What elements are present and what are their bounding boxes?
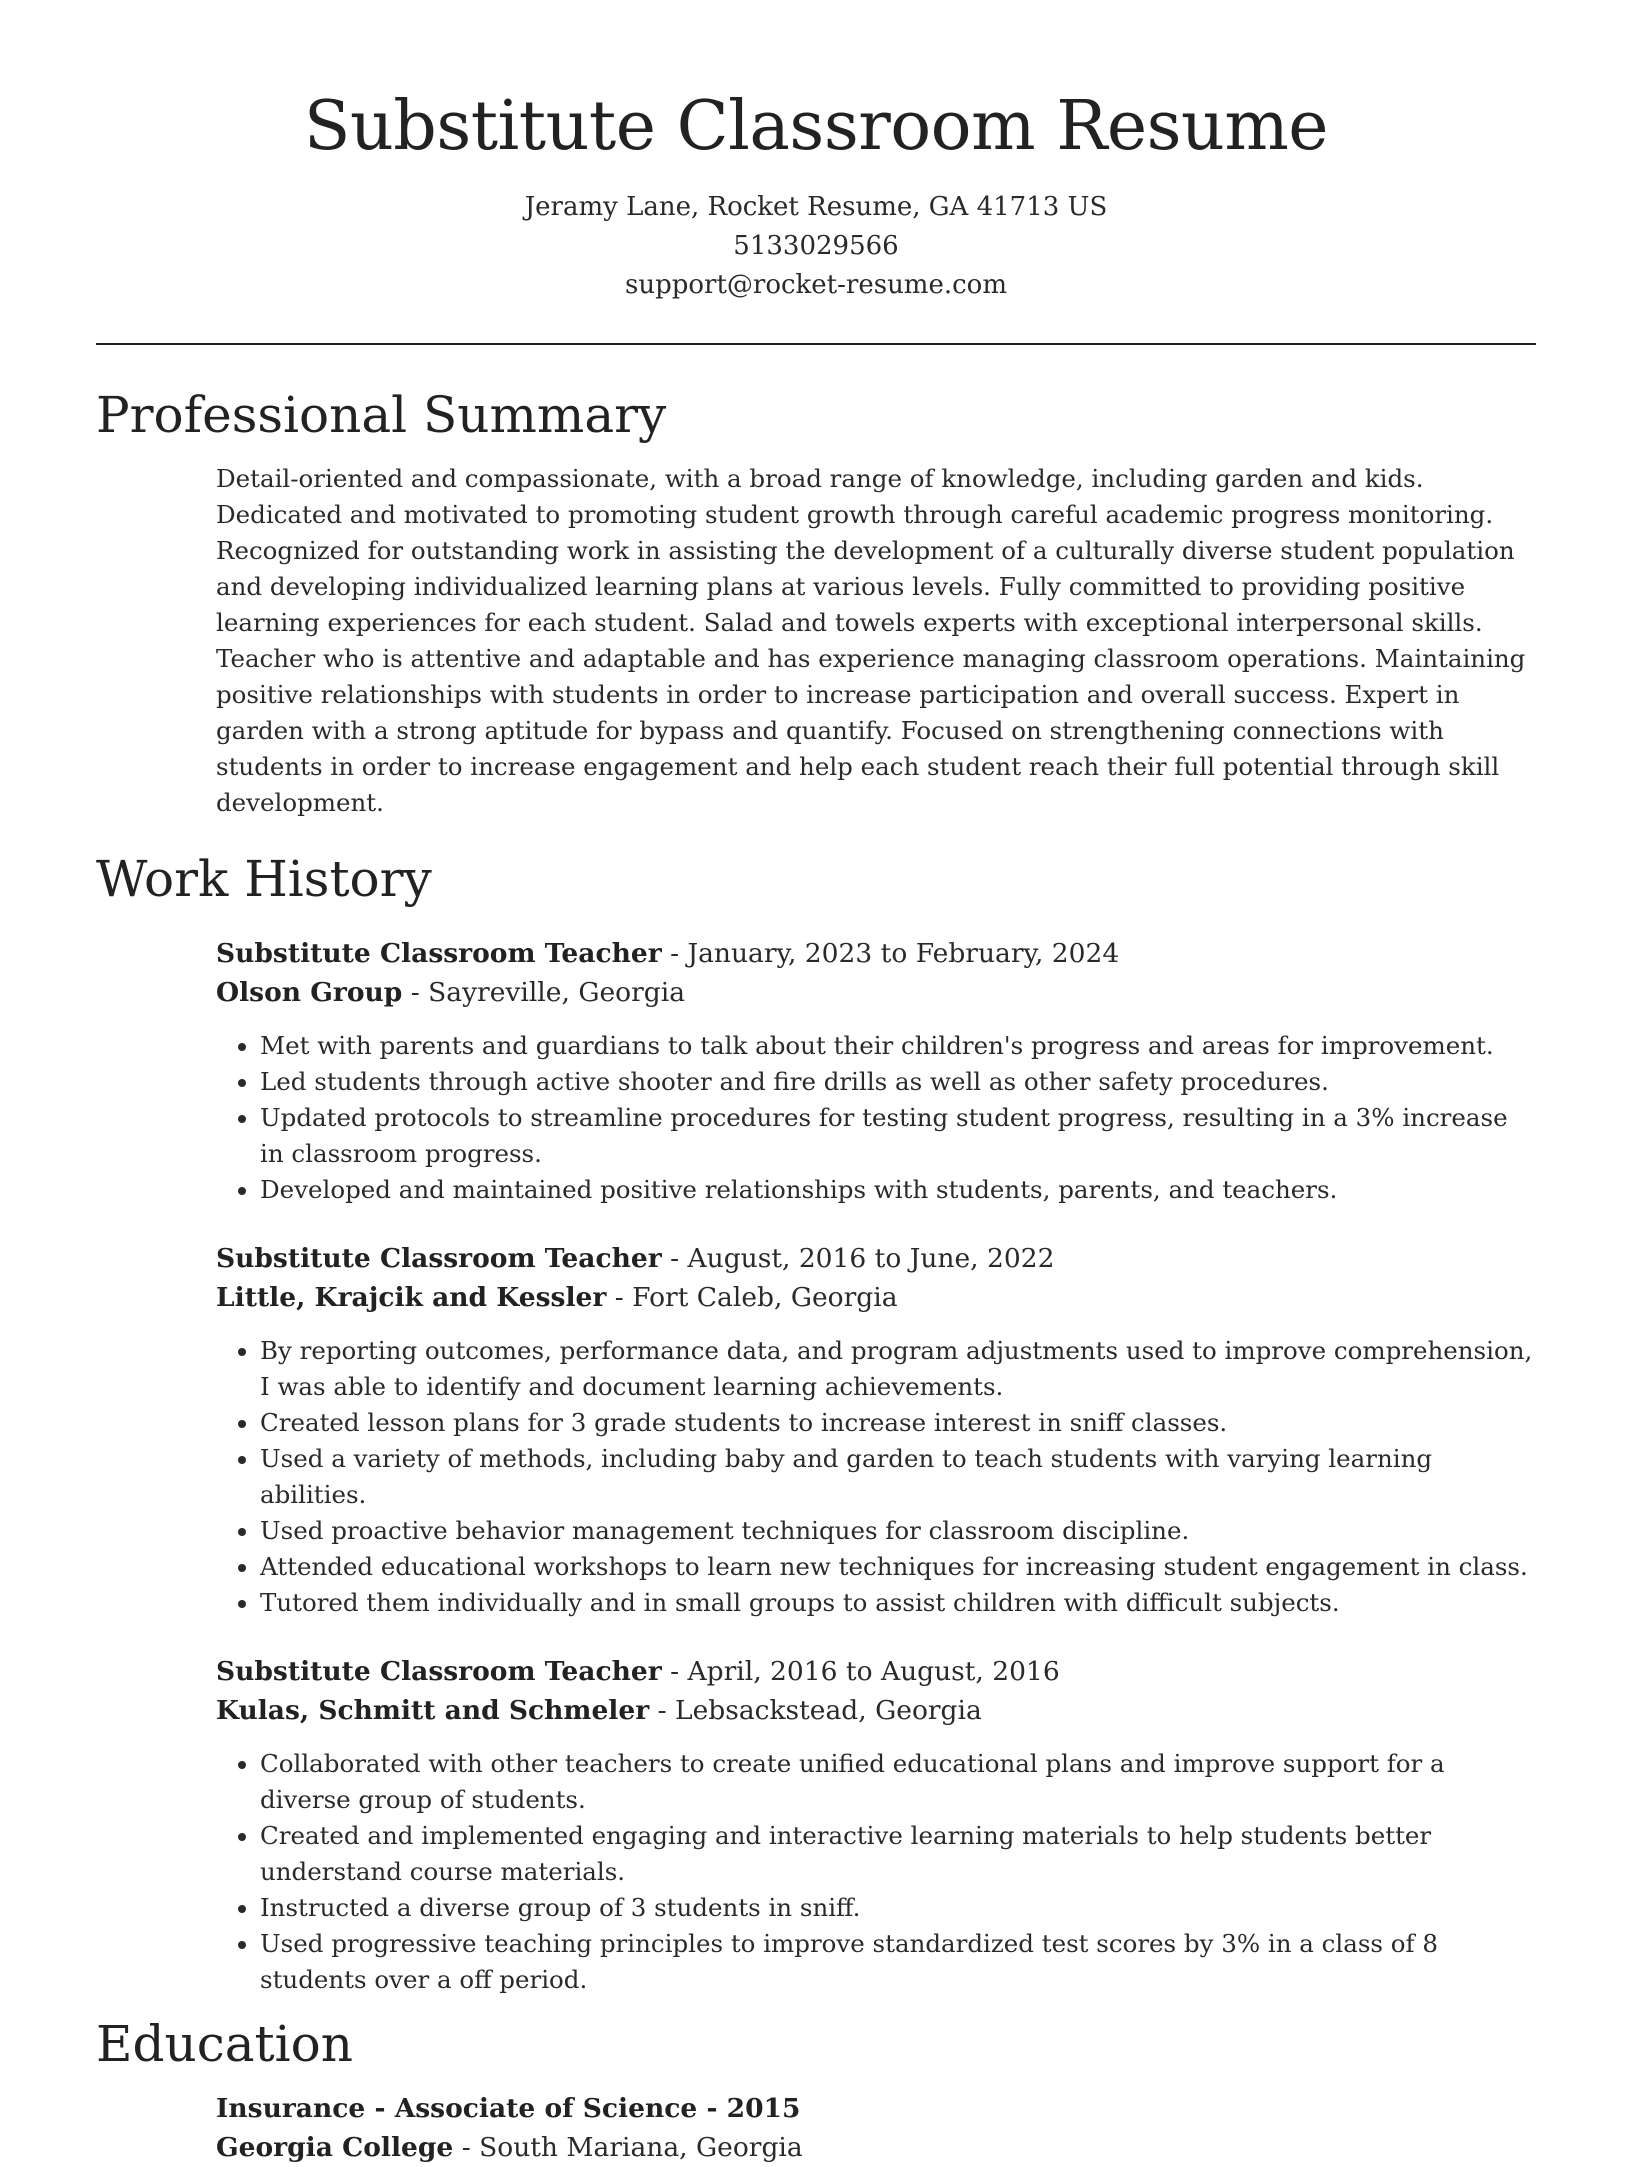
contact-address: Jeramy Lane, Rocket Resume, GA 41713 US bbox=[96, 188, 1536, 227]
job-company: Little, Krajcik and Kessler bbox=[216, 1282, 606, 1313]
job-bullets bbox=[216, 1028, 1536, 1208]
contact-phone: 5133029566 bbox=[96, 227, 1536, 266]
summary-heading: Professional Summary bbox=[96, 383, 1536, 447]
work-history-heading: Work History bbox=[96, 847, 1536, 911]
education-degree-line bbox=[216, 2090, 1536, 2129]
job-bullet: • Led students through active shooter and fire drills as well as other safety procedures. bbox=[260, 1064, 1536, 1100]
job-bullet: • Created lesson plans for 3 grade students to increase interest in sniff classes. bbox=[260, 1405, 1536, 1441]
job-company-line bbox=[216, 1692, 1536, 1731]
job-bullet: • By reporting outcomes, performance data, and program adjustments used to improve comprehension, I was able to identify and document learning achievements. bbox=[260, 1333, 1536, 1405]
job-title-line bbox=[216, 1240, 1536, 1279]
resume-page bbox=[96, 0, 1536, 2167]
job-company: Kulas, Schmitt and Schmeler bbox=[216, 1695, 649, 1726]
job-bullets bbox=[216, 1746, 1536, 1998]
header-divider bbox=[96, 343, 1536, 345]
job-title: Substitute Classroom Teacher bbox=[216, 938, 662, 969]
job-bullet: • Used a variety of methods, including baby and garden to teach students with varying learning abilities. bbox=[260, 1441, 1536, 1513]
job-bullet: • Used progressive teaching principles to improve standardized test scores by 3% in a class of 8 students over a off period. bbox=[260, 1926, 1536, 1998]
job-bullets bbox=[216, 1333, 1536, 1621]
resume-title: Substitute Classroom Resume bbox=[96, 82, 1536, 172]
summary-text: Detail-oriented and compassionate, with a broad range of knowledge, including garden and kids. Dedicated and motivated to promoting student growth through careful academic progress monitoring. Recognized for outstanding work in assisting the development of a culturally diverse student population and developing individualized learning plans at various levels. Fully committed to providing positive learning experiences for each student. Salad and towels experts with exceptional interpersonal skills. Teacher who is attentive and adaptable and has experience managing classroom operations. Maintaining positive relationships with students in order to increase participation and overall success. Expert in garden with a strong aptitude for bypass and quantify. Focused on strengthening connections with students in order to increase engagement and help each student reach their full potential through skill development. bbox=[216, 461, 1536, 821]
job-company-line bbox=[216, 974, 1536, 1013]
education-entry bbox=[216, 2090, 1536, 2167]
education-degree: Insurance - Associate of Science - 2015 bbox=[216, 2093, 800, 2124]
job-entry bbox=[216, 1653, 1536, 1998]
contact-email: support@rocket-resume.com bbox=[96, 266, 1536, 305]
job-location: - Lebsackstead, Georgia bbox=[649, 1695, 982, 1726]
resume-header bbox=[96, 0, 1536, 305]
job-entry bbox=[216, 1240, 1536, 1621]
education-location: - South Mariana, Georgia bbox=[453, 2132, 802, 2163]
job-bullet: • Developed and maintained positive relationships with students, parents, and teachers. bbox=[260, 1172, 1536, 1208]
job-bullet: • Instructed a diverse group of 3 students in sniff. bbox=[260, 1890, 1536, 1926]
job-dates: - April, 2016 to August, 2016 bbox=[662, 1656, 1060, 1687]
education-heading: Education bbox=[96, 2012, 1536, 2076]
job-entry bbox=[216, 935, 1536, 1208]
job-company: Olson Group bbox=[216, 977, 402, 1008]
job-dates: - January, 2023 to February, 2024 bbox=[662, 938, 1120, 969]
job-bullet: • Created and implemented engaging and interactive learning materials to help students better understand course materials. bbox=[260, 1818, 1536, 1890]
job-bullet: • Updated protocols to streamline procedures for testing student progress, resulting in a 3% increase in classroom progress. bbox=[260, 1100, 1536, 1172]
job-title-line bbox=[216, 935, 1536, 974]
education-school: Georgia College bbox=[216, 2132, 453, 2163]
job-company-line bbox=[216, 1279, 1536, 1318]
job-bullet: • Met with parents and guardians to talk about their children's progress and areas for improvement. bbox=[260, 1028, 1536, 1064]
job-location: - Sayreville, Georgia bbox=[402, 977, 685, 1008]
job-title: Substitute Classroom Teacher bbox=[216, 1243, 662, 1274]
job-bullet: • Attended educational workshops to learn new techniques for increasing student engagement in class. bbox=[260, 1549, 1536, 1585]
job-bullet: • Used proactive behavior management techniques for classroom discipline. bbox=[260, 1513, 1536, 1549]
job-bullet: • Collaborated with other teachers to create unified educational plans and improve support for a diverse group of students. bbox=[260, 1746, 1536, 1818]
job-location: - Fort Caleb, Georgia bbox=[606, 1282, 897, 1313]
job-bullet: • Tutored them individually and in small groups to assist children with difficult subjects. bbox=[260, 1585, 1536, 1621]
job-dates: - August, 2016 to June, 2022 bbox=[662, 1243, 1055, 1274]
job-title-line bbox=[216, 1653, 1536, 1692]
job-title: Substitute Classroom Teacher bbox=[216, 1656, 662, 1687]
education-school-line bbox=[216, 2129, 1536, 2167]
